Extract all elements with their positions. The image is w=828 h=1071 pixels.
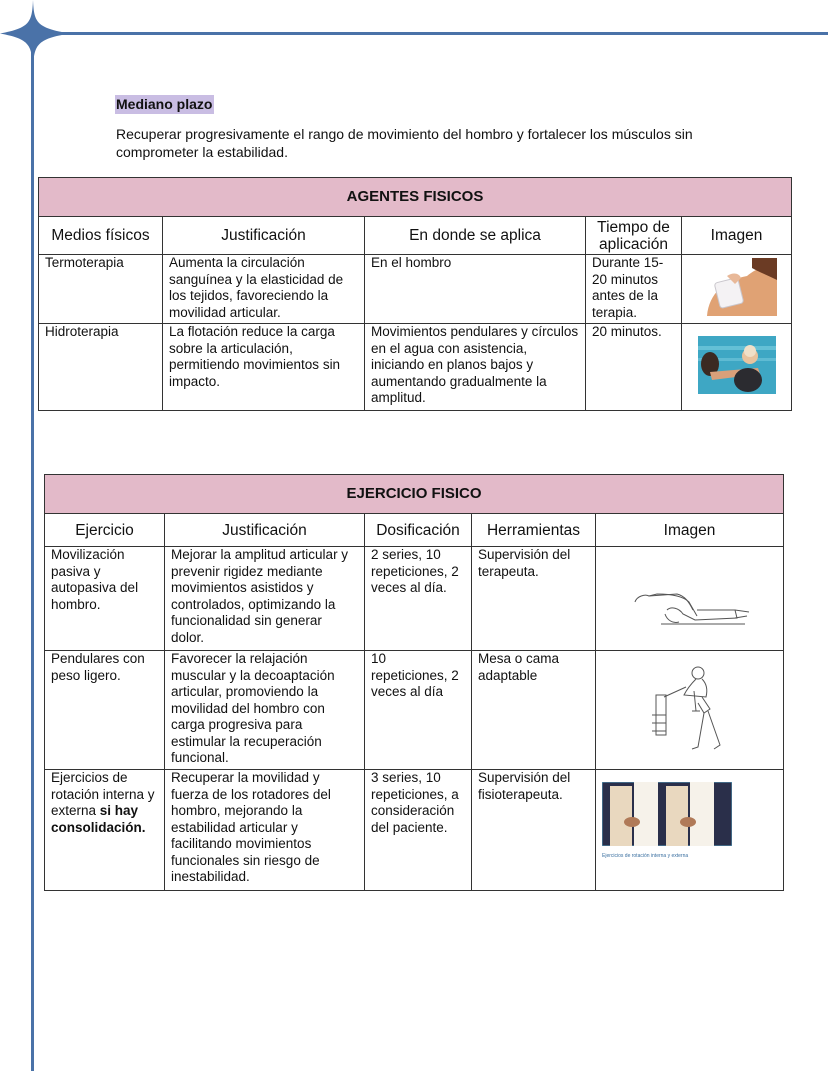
cell-ejercicio: Movilización pasiva y autopasiva del hombro.	[45, 547, 165, 651]
column-header: Justificación	[165, 514, 365, 547]
four-point-star-icon	[0, 0, 70, 70]
section-intro: Recuperar progresivamente el rango de movimiento del hombro y fortalecer los músculos sin comprometer la estabilidad.	[116, 126, 693, 160]
cell-justificacion: Favorecer la relajación muscular y la decoaptación articular, promoviendo la movilidad del hombro con carga progresiva para estimular la recuperación funcional.	[165, 651, 365, 770]
cell-herramientas: Mesa o cama adaptable	[472, 651, 596, 770]
column-header: Imagen	[596, 514, 784, 547]
cell-medio: Hidroterapia	[39, 324, 163, 411]
cell-medio: Termoterapia	[39, 255, 163, 324]
ejercicio-text: Ejercicios de rotación interna y externa	[51, 770, 155, 818]
table-row	[39, 324, 792, 411]
rotation-exercise-photo-image	[602, 782, 732, 846]
cell-herramientas: Supervisión del terapeuta.	[472, 547, 596, 651]
column-header: Tiempo de aplicación	[586, 217, 682, 255]
table-row	[45, 651, 784, 770]
column-header: Imagen	[682, 217, 792, 255]
cell-imagen	[682, 324, 792, 411]
section-title: Mediano plazo	[116, 96, 213, 112]
cell-donde: En el hombro	[365, 255, 586, 324]
cell-dosificacion: 10 repeticiones, 2 veces al día	[365, 651, 472, 770]
pool-therapy-image	[698, 336, 776, 394]
rotation-image-wrapper	[602, 770, 777, 859]
page-frame-top-line	[30, 32, 828, 35]
column-header: Justificación	[163, 217, 365, 255]
cell-imagen	[682, 255, 792, 324]
image-caption: Ejercicios de rotación interna y externa	[602, 852, 689, 859]
column-header: En donde se aplica	[365, 217, 586, 255]
table-title: EJERCICIO FISICO	[45, 475, 784, 514]
cell-justificacion: Recuperar la movilidad y fuerza de los rotadores del hombro, mejorando la estabilidad articular y facilitando movimientos funcionales sin riesgo de inestabilidad.	[165, 770, 365, 891]
agentes-fisicos-table	[38, 177, 792, 411]
cell-ejercicio: Pendulares con peso ligero.	[45, 651, 165, 770]
cell-imagen	[596, 770, 784, 891]
cell-dosificacion: 2 series, 10 repeticiones, 2 veces al día.	[365, 547, 472, 651]
cell-tiempo: Durante 15-20 minutos antes de la terapia.	[586, 255, 682, 324]
table-row	[45, 770, 784, 891]
cell-herramientas: Supervisión del fisioterapeuta.	[472, 770, 596, 891]
pendulum-exercise-sketch-image	[650, 663, 730, 753]
cell-justificacion: Mejorar la amplitud articular y prevenir rigidez mediante movimientos asistidos y controlados, optimizando la funcionalidad sin generar dolor.	[165, 547, 365, 651]
cell-imagen	[596, 547, 784, 651]
column-header: Medios físicos	[39, 217, 163, 255]
cell-tiempo: 20 minutos.	[586, 324, 682, 411]
ejercicio-fisico-table	[44, 474, 784, 891]
column-header: Dosificación	[365, 514, 472, 547]
page-frame-left-line	[31, 32, 34, 1071]
cell-imagen	[596, 651, 784, 770]
table-row	[39, 255, 792, 324]
cell-donde: Movimientos pendulares y círculos en el agua con asistencia, iniciando en planos bajos y aumentando gradualmente la amplitud.	[365, 324, 586, 411]
cell-ejercicio	[45, 770, 165, 891]
column-header: Ejercicio	[45, 514, 165, 547]
cell-justificacion: Aumenta la circulación sanguínea y la elasticidad de los tejidos, favoreciendo la movilidad articular.	[163, 255, 365, 324]
passive-mobilization-sketch-image	[627, 580, 752, 630]
table-row	[45, 547, 784, 651]
ejercicio-condition: si hay consolidación.	[51, 803, 146, 835]
cell-justificacion: La flotación reduce la carga sobre la articulación, permitiendo movimientos sin impacto.	[163, 324, 365, 411]
heat-pack-shoulder-image	[697, 258, 777, 316]
column-header: Herramientas	[472, 514, 596, 547]
table-title: AGENTES FISICOS	[39, 178, 792, 217]
cell-dosificacion: 3 series, 10 repeticiones, a consideración del paciente.	[365, 770, 472, 891]
